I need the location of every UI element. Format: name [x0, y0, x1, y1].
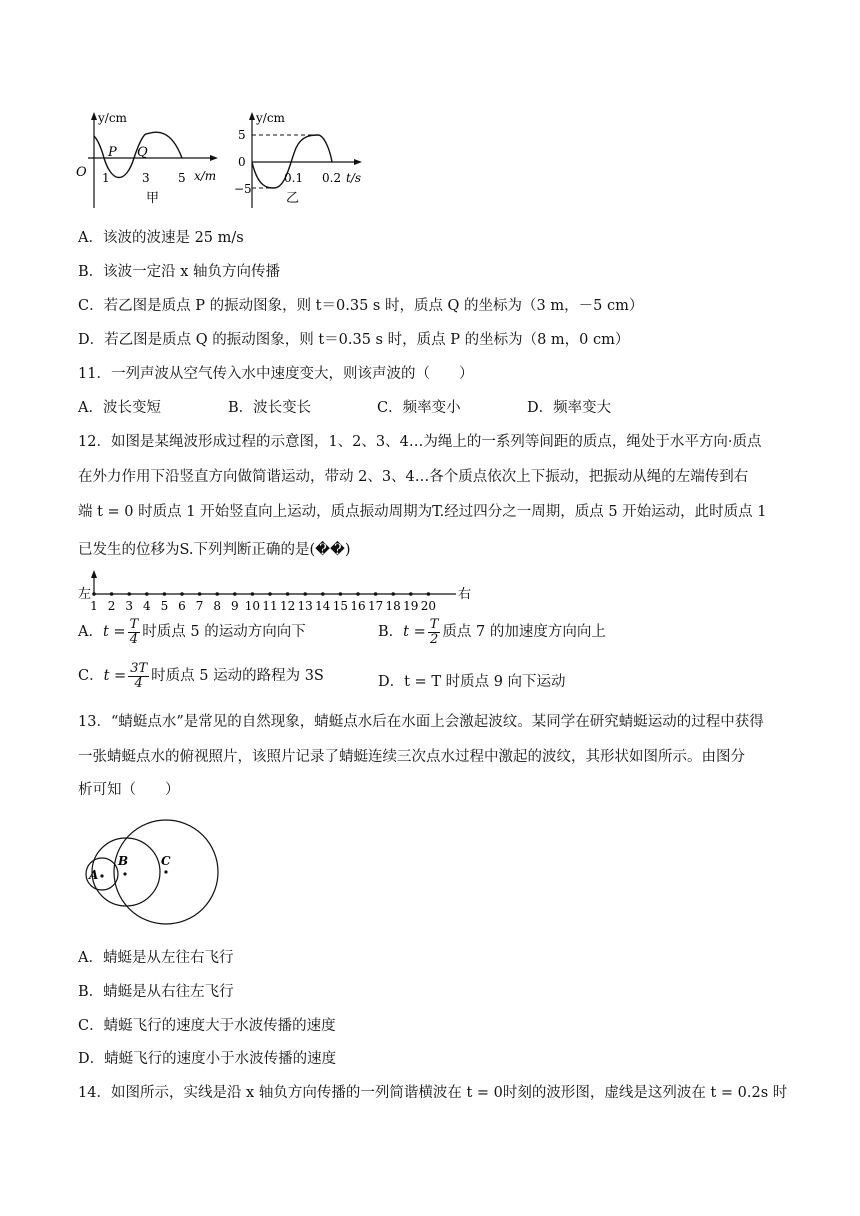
rope-number-19: 19	[403, 599, 419, 612]
fraction-num: T	[129, 617, 139, 632]
rope-point-5	[163, 592, 167, 596]
ytick-5: 5	[238, 128, 246, 142]
q12-a-prefix: A．	[78, 624, 103, 641]
q11-option-b: B．波长变长	[228, 400, 312, 416]
q11-option-d: D．频率变大	[527, 400, 612, 416]
fraction-den: 4	[129, 631, 139, 647]
ytick-0: 0	[238, 155, 246, 169]
q13-stem-line2: 一张蜻蜓点水的俯视照片，该照片记录了蜻蜓连续三次点水过程中激起的波纹，其形状如图所示。由图分	[78, 749, 745, 765]
fraction-num: T	[429, 617, 439, 632]
rope-point-12	[286, 592, 290, 596]
q10-option-b: B．该波一定沿 x 轴负方向传播	[78, 264, 281, 280]
q12-b-text: 质点 7 的加速度方向向上	[442, 624, 606, 641]
rope-point-16	[356, 592, 360, 596]
dot-c	[164, 870, 167, 873]
q13-option-d: D．蜻蜓飞行的速度小于水波传播的速度	[78, 1051, 337, 1067]
rope-point-15	[339, 592, 343, 596]
label-b: B	[118, 854, 129, 868]
tick-5: 5	[178, 171, 186, 185]
rope-number-4: 4	[142, 599, 151, 612]
rope-number-14: 14	[315, 599, 331, 612]
q12-option-a	[78, 618, 306, 646]
q11-option-a: A．波长变短	[78, 400, 161, 416]
caption-yi: 乙	[286, 191, 300, 206]
rope-diagram	[76, 570, 476, 612]
fraction-den: 4	[134, 675, 143, 691]
rope-right-label: 右	[458, 587, 472, 602]
dot-a	[100, 874, 103, 877]
origin-label: O	[76, 165, 87, 180]
rope-point-4	[145, 592, 149, 596]
rope-point-17	[374, 592, 378, 596]
x-axis-label: t/s	[346, 171, 362, 185]
q12-option-b	[378, 618, 606, 646]
q10-option-d: D．若乙图是质点 Q 的振动图象，则 t＝0.35 s 时，质点 P 的坐标为（8 m，0 cm）	[78, 332, 630, 348]
q12-option-d: D．t = T 时质点 9 向下运动	[378, 674, 566, 690]
label-a: A	[89, 868, 99, 882]
wave-graph-jia	[74, 108, 224, 210]
rope-number-2: 2	[107, 599, 116, 612]
xtick-0.2: 0.2	[322, 171, 342, 185]
caption-jia: 甲	[146, 191, 160, 206]
ytick-neg5: −5	[234, 182, 252, 196]
rope-number-3: 3	[125, 599, 134, 612]
point-q: Q	[137, 145, 148, 160]
q10-option-a: A．该波的波速是 25 m/s	[78, 230, 244, 246]
rope-point-2	[110, 592, 114, 596]
rope-point-6	[180, 592, 184, 596]
rope-point-19	[409, 592, 413, 596]
q13-option-c: C．蜻蜓飞行的速度大于水波传播的速度	[78, 1018, 336, 1034]
rope-left-label: 左	[78, 587, 92, 602]
fraction-num: 3T	[130, 661, 148, 676]
q12-b-t: t =	[403, 624, 426, 641]
q12-c-prefix: C．	[78, 668, 104, 685]
rope-point-3	[127, 592, 131, 596]
rope-number-1: 1	[90, 599, 98, 612]
rope-number-9: 9	[230, 599, 239, 612]
q12-stem-line1: 12．如图是某绳波形成过程的示意图，1、2、3、4…为绳上的一系列等间距的质点，绳处于水平方向·质点	[78, 434, 762, 450]
y-axis-label: y/cm	[256, 111, 285, 125]
rope-point-10	[251, 592, 255, 596]
fraction-den: 2	[429, 631, 439, 647]
tick-1: 1	[102, 171, 110, 185]
q10-option-c: C．若乙图是质点 P 的振动图象，则 t＝0.35 s 时，质点 Q 的坐标为（3 m，－5 cm）	[78, 298, 644, 314]
rope-point-9	[233, 592, 237, 596]
rope-number-8: 8	[213, 599, 222, 612]
rope-number-5: 5	[160, 599, 169, 612]
q12-a-fraction	[128, 618, 141, 646]
rope-point-11	[268, 592, 272, 596]
rope-point-14	[321, 592, 325, 596]
q11-stem: 11．一列声波从空气传入水中速度变大，则该声波的（ ）	[78, 366, 474, 382]
q12-stem-line2: 在外力作用下沿竖直方向做简谐运动，带动 2、3、4…各个质点依次上下振动，把振动从绳的左端传到右	[78, 469, 749, 485]
q13-stem-line1: 13．“蜻蜓点水”是常见的自然现象，蜻蜓点水后在水面上会激起波纹。某同学在研究蜻蜓运动的过程中获得	[78, 714, 764, 730]
q12-b-prefix: B．	[378, 624, 404, 641]
rope-point-20	[427, 592, 431, 596]
q13-option-a: A．蜻蜓是从左往右飞行	[78, 950, 234, 966]
vibration-graph-yi	[234, 108, 374, 210]
x-axis-label: x/m	[194, 169, 217, 183]
q13-option-b: B．蜻蜓是从右往左飞行	[78, 984, 234, 1000]
label-c: C	[161, 854, 171, 868]
q12-c-text: 时质点 5 运动的路程为 3S	[151, 668, 324, 685]
rope-number-18: 18	[385, 599, 401, 612]
rope-number-17: 17	[367, 599, 384, 612]
q12-a-t: t =	[102, 624, 126, 641]
rope-number-15: 15	[332, 599, 349, 612]
rope-point-13	[303, 592, 307, 596]
rope-point-1	[92, 592, 96, 596]
q12-c-fraction	[128, 662, 149, 690]
q12-b-fraction	[428, 618, 441, 646]
q12-option-c	[78, 662, 324, 690]
rope-number-10: 10	[244, 599, 261, 612]
rope-point-7	[198, 592, 202, 596]
q12-c-t: t =	[103, 668, 127, 685]
q12-a-text: 时质点 5 的运动方向向下	[142, 624, 306, 641]
rope-number-13: 13	[297, 599, 313, 612]
dot-b	[123, 872, 126, 875]
y-axis-label: y/cm	[98, 111, 127, 125]
point-p: P	[108, 145, 117, 160]
rope-point-18	[391, 592, 395, 596]
rope-number-20: 20	[420, 599, 437, 612]
q11-option-c: C．频率变小	[377, 400, 461, 416]
rope-number-12: 12	[279, 599, 296, 612]
rope-number-6: 6	[178, 599, 186, 612]
rope-number-16: 16	[350, 599, 366, 612]
q12-stem-line3: 端 t = 0 时质点 1 开始竖直向上运动，质点振动周期为T.经过四分之一周期，质点 5 开始运动，此时质点 1	[78, 504, 767, 520]
q12-stem-line4: 已发生的位移为S.下列判断正确的是(��)	[78, 542, 351, 558]
rope-number-11: 11	[262, 599, 278, 612]
ripple-diagram	[80, 818, 225, 928]
ripple-circle-b	[92, 838, 160, 906]
rope-number-7: 7	[195, 599, 204, 612]
tick-3: 3	[142, 171, 150, 185]
q14-stem-line1: 14．如图所示，实线是沿 x 轴负方向传播的一列简谐横波在 t = 0时刻的波形图，虚线是这列波在 t = 0.2s 时	[78, 1085, 788, 1101]
q13-stem-line3: 析可知（ ）	[78, 782, 180, 798]
rope-point-8	[215, 592, 219, 596]
xtick-0.1: 0.1	[284, 171, 304, 185]
